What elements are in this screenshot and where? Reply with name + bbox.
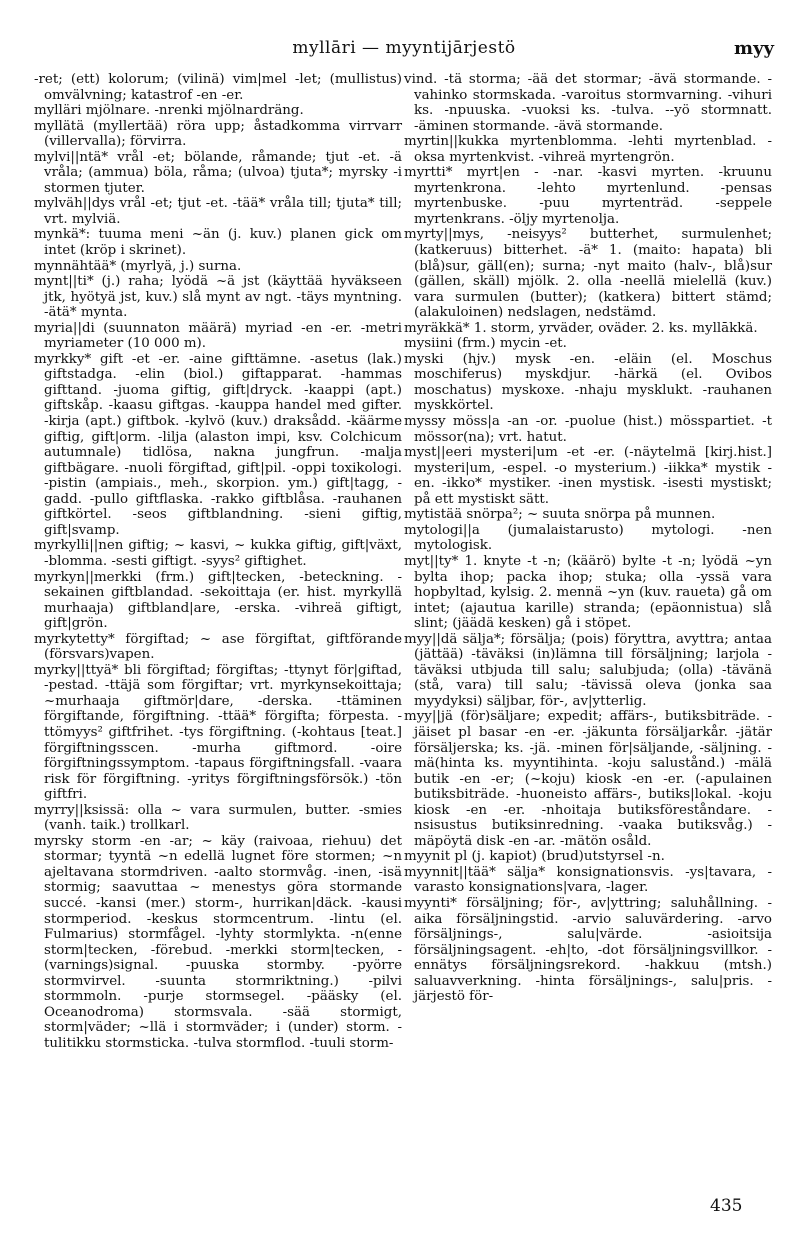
entry: mynt||ti* (j.) raha; lyödä ~ä jst (käyttää hyväkseen jtk, hyötyä jst, kuv.) slå mynt av ngt. -täys myntning. -ätä* mynta.: [34, 274, 402, 321]
entry: myräkkä* 1. storm, yrväder, oväder. 2. ks. myllākkä.: [404, 320, 758, 336]
entry: mylväh||dys vrål -et; tjut -et. -tää* vråla till; tjuta* till; vrt. mylviä.: [34, 196, 402, 227]
entry: myria||di (suunnaton määrä) myriad -en -er. -metri myriameter (10 000 m).: [34, 320, 402, 352]
entry: myssy möss|a -an -or. -puolue (hist.) mösspartiet. -t mössor(na); vrt. hatut.: [404, 414, 772, 445]
entry: myllätä (myllertää) röra upp; åstadkomma virrvarr (villervalla); förvirra.: [34, 118, 402, 150]
entry: myrtin||kukka myrtenblomma. -lehti myrtenblad. -oksa myrtenkvist. -vihreä myrtengrön.: [404, 134, 772, 165]
entry: myy||jä (för)säljare; expedit; affärs-, butiksbiträde. -jäiset pl basar -en -er. -jäkunta försäljarkår. -jätär försäljerska; ks. -jä. -minen för|säljande, -säljning. -mä(hinta ks. myyntihinta. -koju salustånd.) -mälä butik -en -er; (~koju) kiosk -en -er. (-apulainen butiksbiträde. -huoneisto affärs-, butiks|lokal. -koju kiosk -en -er. -nhoitaja butiksföreståndare. -nsisustus butiksinredning. -vaaka butiksvåg.) -mäpöytä disk -en -ar. -mätön osåld.: [404, 709, 772, 849]
entry: myynnit||tää* sälja* konsignationsvis. -ys|tavara, -varasto konsignations|vara, -lager.: [404, 864, 772, 896]
entry: mynkä*: tuuma meni ~än (j. kuv.) planen gick om intet (kröp i skrinet).: [34, 227, 402, 259]
entry: mylvi||ntä* vrål -et; bölande, råmande; tjut -et. -ä vråla; (ammua) böla, råma; (ulvoa) tjuta*; myrsky -i stormen tjuter.: [34, 149, 402, 196]
guideword: myy: [734, 38, 774, 59]
entry: mytologi||a (jumalaistarusto) mytologi. -nen mytologisk.: [404, 522, 772, 554]
entry: myrkylli||nen giftig; ~ kasvi, ~ kukka giftig, gift|växt, -blomma. -sesti giftigt. -syys² giftighet.: [34, 538, 402, 569]
entry: -ret; (ett) kolorum; (vilinä) vim|mel -let; (mullistus) omvälvning; katastrof -en -er.: [34, 72, 402, 103]
entry: myynit pl (j. kapiot) (brud)utstyrsel -n.: [404, 849, 665, 865]
page-number: 435: [710, 1196, 743, 1216]
entry: myt||ty* 1. knyte -t -n; (käärö) bylte -t -n; lyödä ~yn bylta ihop; packa ihop; stuka; olla -yssä vara hopbyltad, kylsig. 2. mennä ~yn (kuv. raueta) gå om intet; (ajautua karille) stranda; (epäonnistua) slå slint; (jäädä kesken) gå i stöpet.: [404, 553, 772, 632]
entry: myrkytetty* förgiftad; ~ ase förgiftat, giftförande (försvars)vapen.: [34, 631, 402, 663]
entry: vind. -tä storma; -ää det stormar; -ävä stormande. -vahinko stormskada. -varoitus stormvarning. -vihuri ks. -npuuska. -vuoksi ks. -tulva. --yö stormnatt. -äminen stormande. -ävä stormande.: [404, 72, 772, 134]
page-header: [34, 38, 774, 62]
entry: myrry||ksissä: olla ~ vara surmulen, butter. -smies (vanh. taik.) trollkarl.: [34, 802, 402, 834]
left-column: [34, 72, 402, 1051]
entry: myrkyn||merkki (frm.) gift|tecken, -beteckning. -sekainen giftblandad. -sekoittaja (er. hist. myrkyllä murhaaja) giftbland|are, -erska. -vihreä giftigt, gift|grön.: [34, 569, 402, 632]
entry: myrsky storm -en -ar; ~ käy (raivoaa, riehuu) det stormar; tyyntä ~n edellä lugnet före stormen; ~n ajeltavana stormdriven. -aalto stormvåg. -inen, -isä stormig; saavuttaa ~ menestys göra stormande succé. -kansi (mer.) storm-, hurrikan|däck. -kausi stormperiod. -keskus stormcentrum. -lintu (el. Fulmarius) stormfågel. -lyhty stormlykta. -n(enne storm|tecken, -förebud. -merkki storm|tecken, -(varnings)signal. -puuska stormby. -pyörre stormvirvel. -suunta stormriktning.) -pilvi stormmoln. -purje stormsegel. -pääsky (el. Oceanodroma) stormsvala. -sää stormigt, storm|väder; ~llä i stormväder; i (under) storm. -tulitikku stormsticka. -tulva stormflod. -tuuli storm-: [34, 833, 402, 1051]
entry: myrtti* myrt|en - -nar. -kasvi myrten. -kruunu myrtenkrona. -lehto myrtenlund. -pensas myrtenbuske. -puu myrtenträd. -seppele myrtenkrans. -öljy myrtenolja.: [404, 165, 772, 227]
page-title: myllāri — myyntijārjestö: [292, 38, 516, 58]
entry: mynnähtää* (myrlyä, j.) surna.: [34, 258, 242, 274]
entry: myrkky* gift -et -er. -aine gifttämne. -asetus (lak.) giftstadga. -elin (biol.) giftapparat. -hammas gifttand. -juoma giftig, gift|dryck. -kaappi (apt.) giftskåp. -kaasu giftgas. -kauppa handel med gifter. -kirja (apt.) giftbok. -kylvö (kuv.) draksådd. -käärme giftig, gift|orm. -lilja (alaston impi, ksv. Colchicum autumnale) tidlösa, nakna jungfrun. -malja giftbägare. -nuoli förgiftad, gift|pil. -oppi toxikologi. -pistin (ampiais., meh., skorpion. ym.) gift|tagg, -gadd. -pullo giftflaska. -rakko giftblåsa. -rauhanen giftkörtel. -seos giftblandning. -sieni giftig, gift|svamp.: [34, 351, 402, 538]
entry: myynti* försäljning; för-, av|yttring; saluhållning. -aika försäljningstid. -arvio saluvärdering. -arvo försäljnings-, salu|värde. -asioitsija försäljningsagent. -eh|to, -dot försäljningsvillkor. -ennätys försäljningsrekord. -hakkuu (mtsh.) saluavverkning. -hinta försäljnings-, salu|pris. -järjestö för-: [404, 895, 772, 1005]
entry: mylläri mjölnare. -nrenki mjölnardräng.: [34, 103, 304, 119]
entry: myski (hjv.) mysk -en. -eläin (el. Moschus moschiferus) myskdjur. -härkä (el. Ovibos moschatus) myskoxe. -nhaju mysklukt. -rauhanen myskkörtel.: [404, 351, 772, 414]
entry: mysiini (frm.) mycin -et.: [404, 336, 567, 352]
right-column: [404, 72, 772, 1005]
entry: mytistää snörpa²; ~ suuta snörpa på munnen.: [404, 507, 716, 523]
entry: myy||dä sälja*; försälja; (pois) föryttra, avyttra; antaa (jättää) -täväksi (in)lämna till försäljning; larjola -täväksi utbjuda till salu; salubjuda; (olla) -tävänä (stå, vara) till salu; -tävissä oleva (jonka saa myydyksi) säljbar, för-, av|ytterlig.: [404, 631, 772, 709]
entry: myrky||ttyä* bli förgiftad; förgiftas; -ttynyt för|giftad, -pestad. -ttäjä som förgiftar; vrt. myrkynsekoittaja; ~murhaaja giftmör|dare, -derska. -ttäminen förgiftande, förgiftning. -ttää* förgifta; förpesta. -ttömyys² giftfrihet. -tys förgiftning. (-kohtaus [teat.] förgiftningsscen. -murha giftmord. -oire förgiftningssymptom. -tapaus förgiftningsfall. -vaara risk för förgiftning. -yritys förgiftningsförsök.) -tön giftfri.: [34, 662, 402, 803]
entry: myrty||mys, -neisyys² butterhet, surmulenhet; (katkeruus) bitterhet. -ä* 1. (maito: hapata) bli (blå)sur, gäll(en); surna; -nyt maito (halv-, blå)sur (gällen, skäll) mjölk. 2. olla -neellä mielellä (kuv.) vara surmulen (butter); (katkera) bittert stämd; (alakuloinen) nedslagen, nedstämd.: [404, 227, 772, 321]
entry: myst||eeri mysteri|um -et -er. (-näytelmä [kirj.hist.] mysteri|um, -espel. -o mysterium.) -iikka* mystik -en. -ikko* mystiker. -inen mystisk. -isesti mystiskt; på ett mystiskt sätt.: [404, 445, 772, 507]
